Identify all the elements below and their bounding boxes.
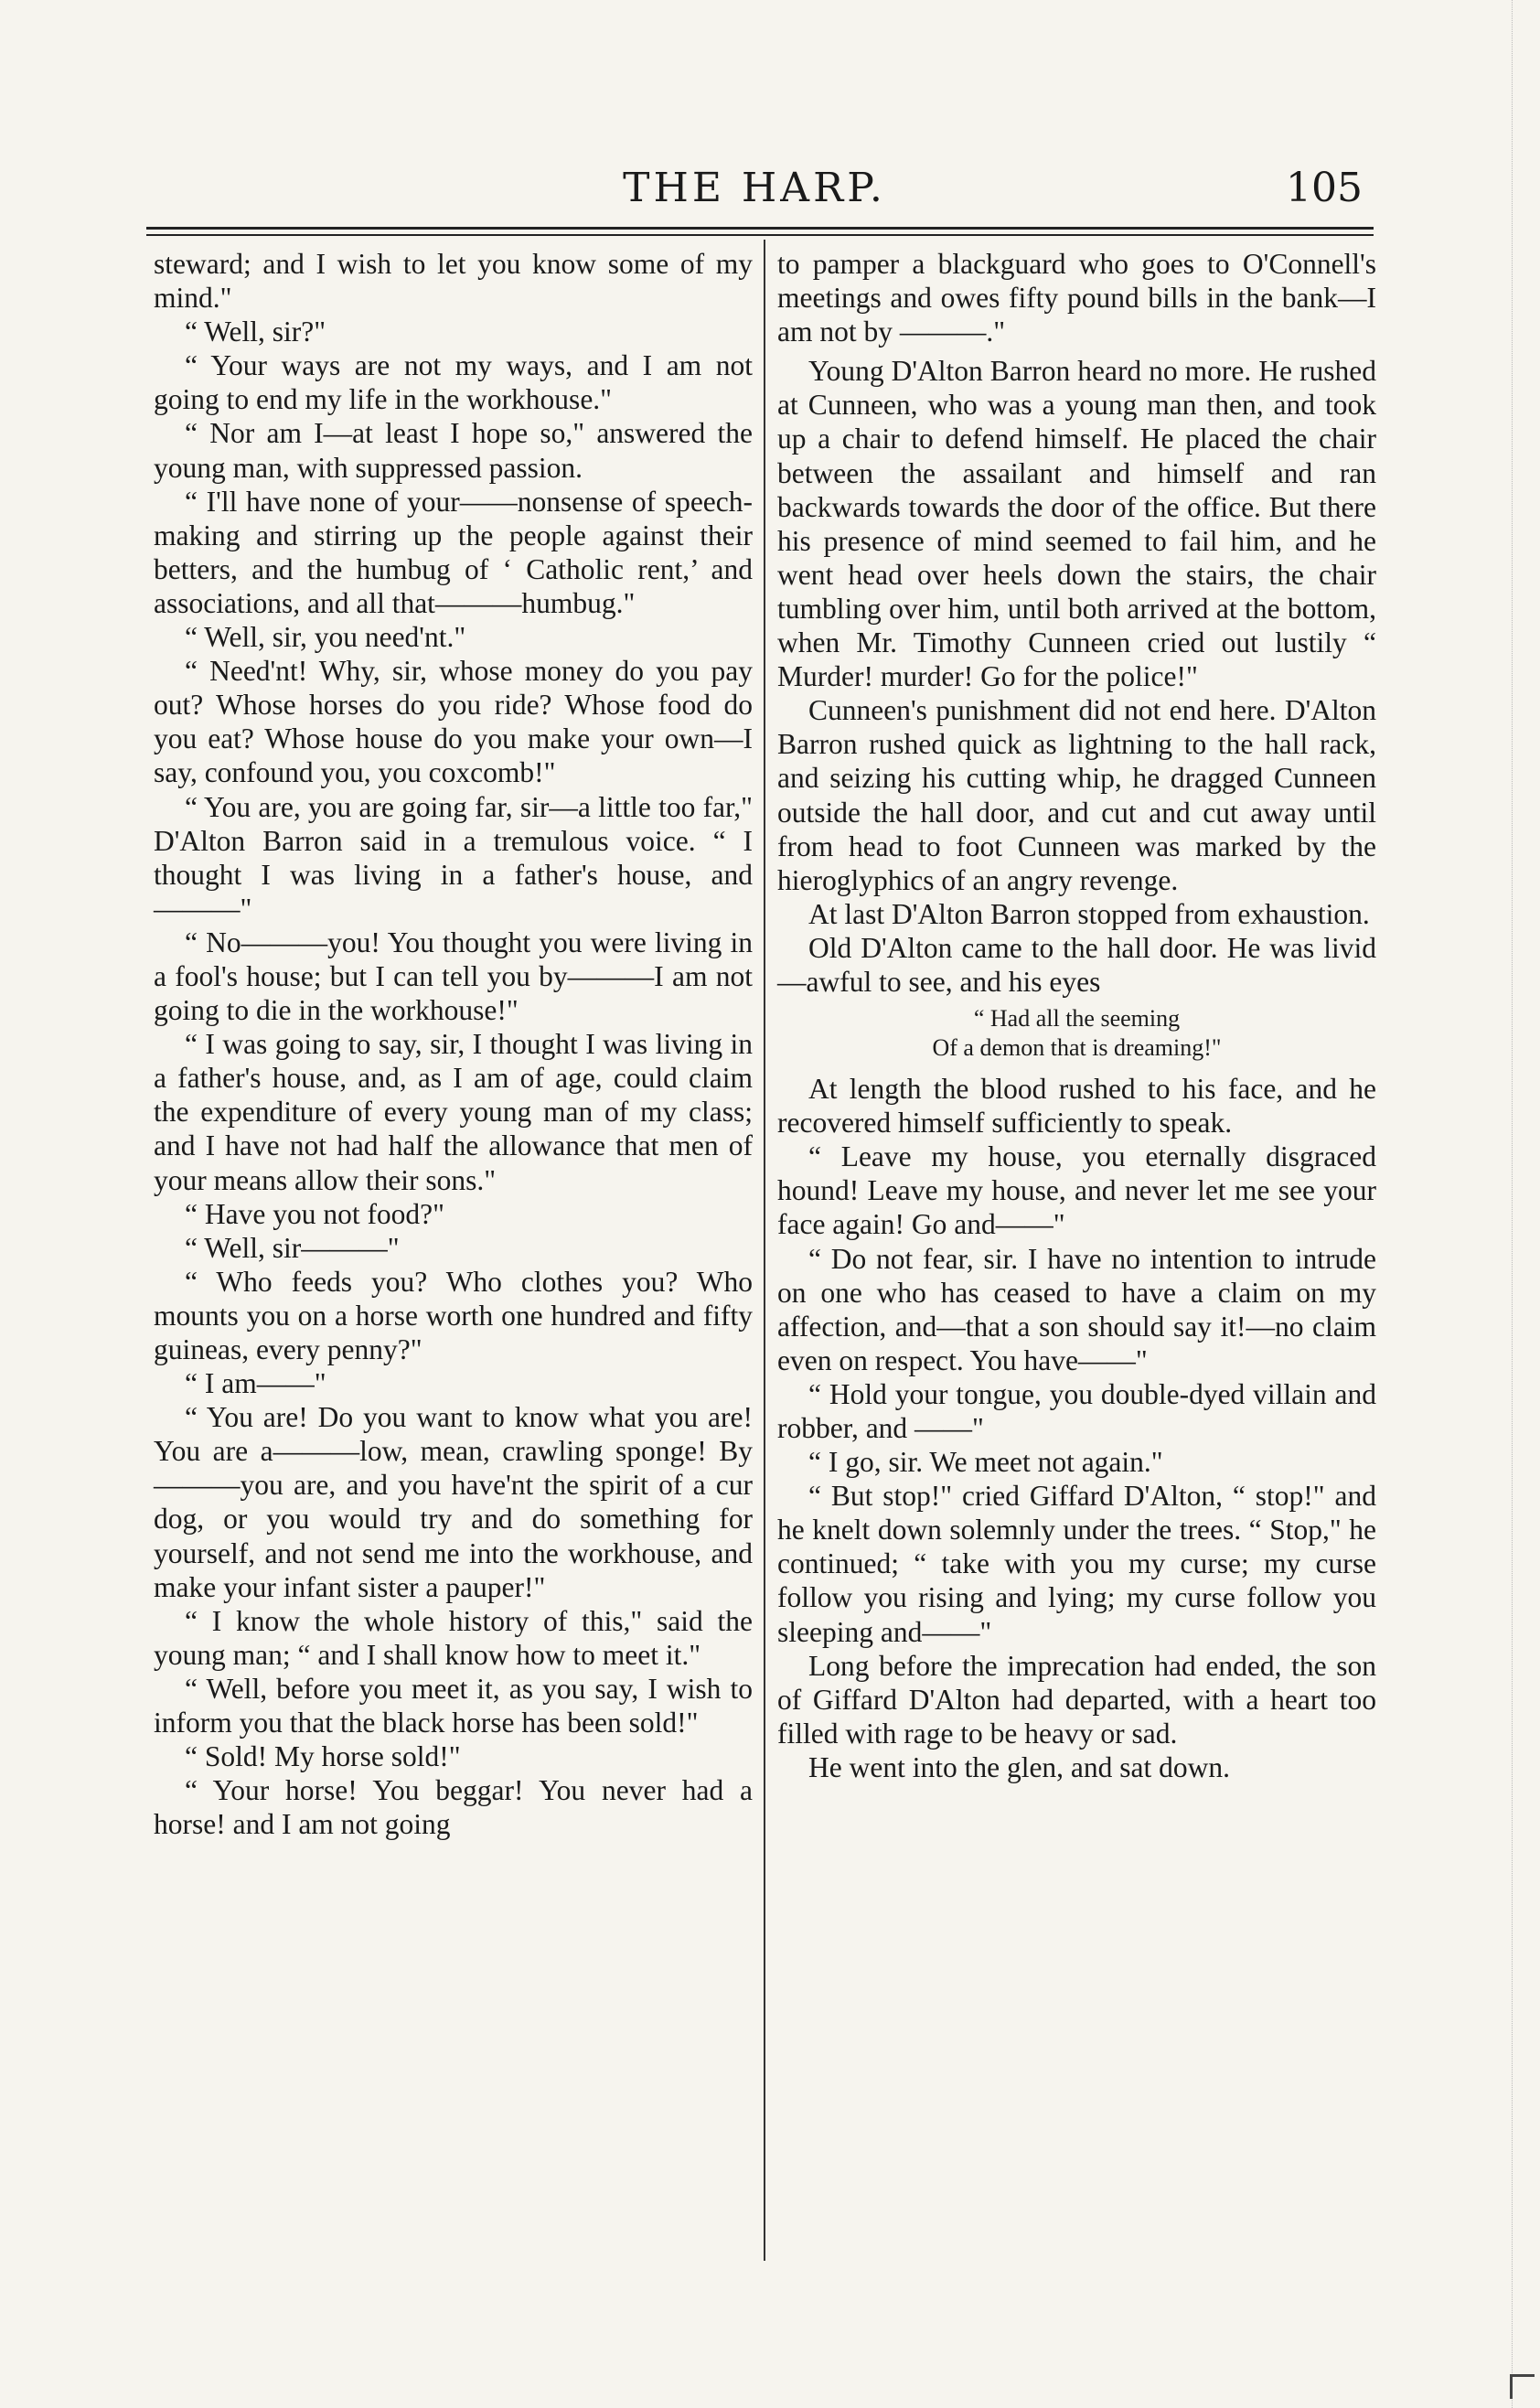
paragraph: “ I was going to say, sir, I thought I was living in a father's house, and, as I am of age, could claim the expenditure of every young man of my class; and I have not had half the allowance that men of your means allow their sons." [154,1028,753,1196]
paragraph: “ Who feeds you? Who clothes you? Who mounts you on a horse worth one hundred and fifty guineas, every penny?" [154,1265,753,1365]
paragraph: “ I'll have none of your——nonsense of speech-making and stirring up the people against their betters, and the humbug of ‘ Catholic rent,’ and associations, and all that———humbug." [154,485,753,619]
paragraph: “ I go, sir. We meet not again." [808,1446,1163,1479]
scan-edge [1512,0,1540,2408]
left-column [154,247,753,1841]
paragraph: “ Have you not food?" [185,1197,445,1230]
paragraph: “ I know the whole history of this," said the young man; “ and I shall know how to meet it." [154,1604,753,1671]
paragraph: “ Hold your tongue, you double-dyed villain and robber, and ——" [777,1377,1376,1444]
right-column [777,247,1376,1784]
verse-line: “ Had all the seeming [973,1005,1181,1033]
column-divider [764,240,765,2261]
paragraph: “ Nor am I—at least I hope so," answered the young man, with suppressed passion. [154,417,753,484]
paragraph: “ Your ways are not my ways, and I am not going to end my life in the workhouse." [154,349,753,416]
corner-mark [1510,2374,1535,2399]
paragraph: “ Well, before you meet it, as you say, I wish to inform you that the black horse has been sold!" [154,1672,753,1739]
paragraph: Young D'Alton Barron heard no more. He rushed at Cunneen, who was a young man then, and took up a chair to defend himself. He placed the chair between the assailant and himself and ran backwards towards the door of the office. But there his presence of mind seemed to fail him, and he went head over heels down the stairs, the chair tumbling over him, until both arrived at the bottom, when Mr. Timothy Cunneen cried out lustily “ Murder! murder! Go for the police!" [777,355,1376,693]
paragraph: “ Your horse! You beggar! You never had a horse! and I am not going [154,1774,753,1841]
running-title: THE HARP. [623,165,886,211]
header-rule-thick [146,227,1374,230]
paragraph: At length the blood rushed to his face, and he recovered himself sufficiently to speak. [777,1073,1376,1140]
paragraph: “ Well, sir———" [185,1231,400,1264]
paragraph: “ You are! Do you want to know what you are! You are a———low, mean, crawling sponge! By———you are, and you have'nt the spirit of a cur dog, or you would try and do something for yourself, and not send me into the workhouse, and make your infant sister a pauper!" [154,1401,753,1603]
paragraph: “ Do not fear, sir. I have no intention to intrude on one who has ceased to have a claim on my affection, and—that a son should say it!—no claim even on respect. You have——" [777,1242,1376,1376]
paragraph: “ Well, sir?" [185,316,326,348]
paragraph: At last D'Alton Barron stopped from exhaustion. [808,897,1370,930]
paragraph: Long before the imprecation had ended, the son of Giffard D'Alton had departed, with a heart too filled with rage to be heavy or sad. [777,1649,1376,1750]
paragraph: “ Well, sir, you need'nt." [185,621,466,654]
paragraph: “ Need'nt! Why, sir, whose money do you pay out? Whose horses do you ride? Whose food do you eat? Whose house do you make your own—I say, confound you, you coxcomb!" [154,655,753,789]
paragraph: “ I am——" [185,1367,326,1400]
verse-quote [777,1004,1376,1063]
paragraph: Old D'Alton came to the hall door. He was livid—awful to see, and his eyes [777,931,1376,998]
paragraph: steward; and I wish to let you know some of my mind." [154,248,753,315]
page-number: 105 [1286,165,1363,211]
paragraph: to pamper a blackguard who goes to O'Connell's meetings and owes fifty pound bills in the bank—I am not by ———." [777,248,1376,348]
paragraph: Cunneen's punishment did not end here. D'Alton Barron rushed quick as lightning to the hall rack, and seizing his cutting whip, he dragged Cunneen outside the hall door, and cut and cut away until from head to foot Cunneen was marked by the hieroglyphics of an angry revenge. [777,694,1376,896]
header-rule-thin [146,234,1374,236]
paragraph: “ Leave my house, you eternally disgraced hound! Leave my house, and never let me see your face again! Go and——" [777,1140,1376,1241]
paragraph: “ Sold! My horse sold!" [185,1740,461,1773]
paragraph: “ You are, you are going far, sir—a little too far," D'Alton Barron said in a tremulous voice. “ I thought I was living in a father's house, and———" [154,790,753,925]
paragraph: He went into the glen, and sat down. [808,1750,1231,1783]
verse-line: Of a demon that is dreaming!" [932,1034,1222,1062]
paragraph: “ No———you! You thought you were living in a fool's house; but I can tell you by———I am not going to die in the workhouse!" [154,926,753,1027]
paragraph: “ But stop!" cried Giffard D'Alton, “ stop!" and he knelt down solemnly under the trees. “ Stop," he continued; “ take with you my curse; my curse follow you rising and lying; my curse follow you sleeping and——" [777,1480,1376,1648]
page-header [146,165,1363,219]
